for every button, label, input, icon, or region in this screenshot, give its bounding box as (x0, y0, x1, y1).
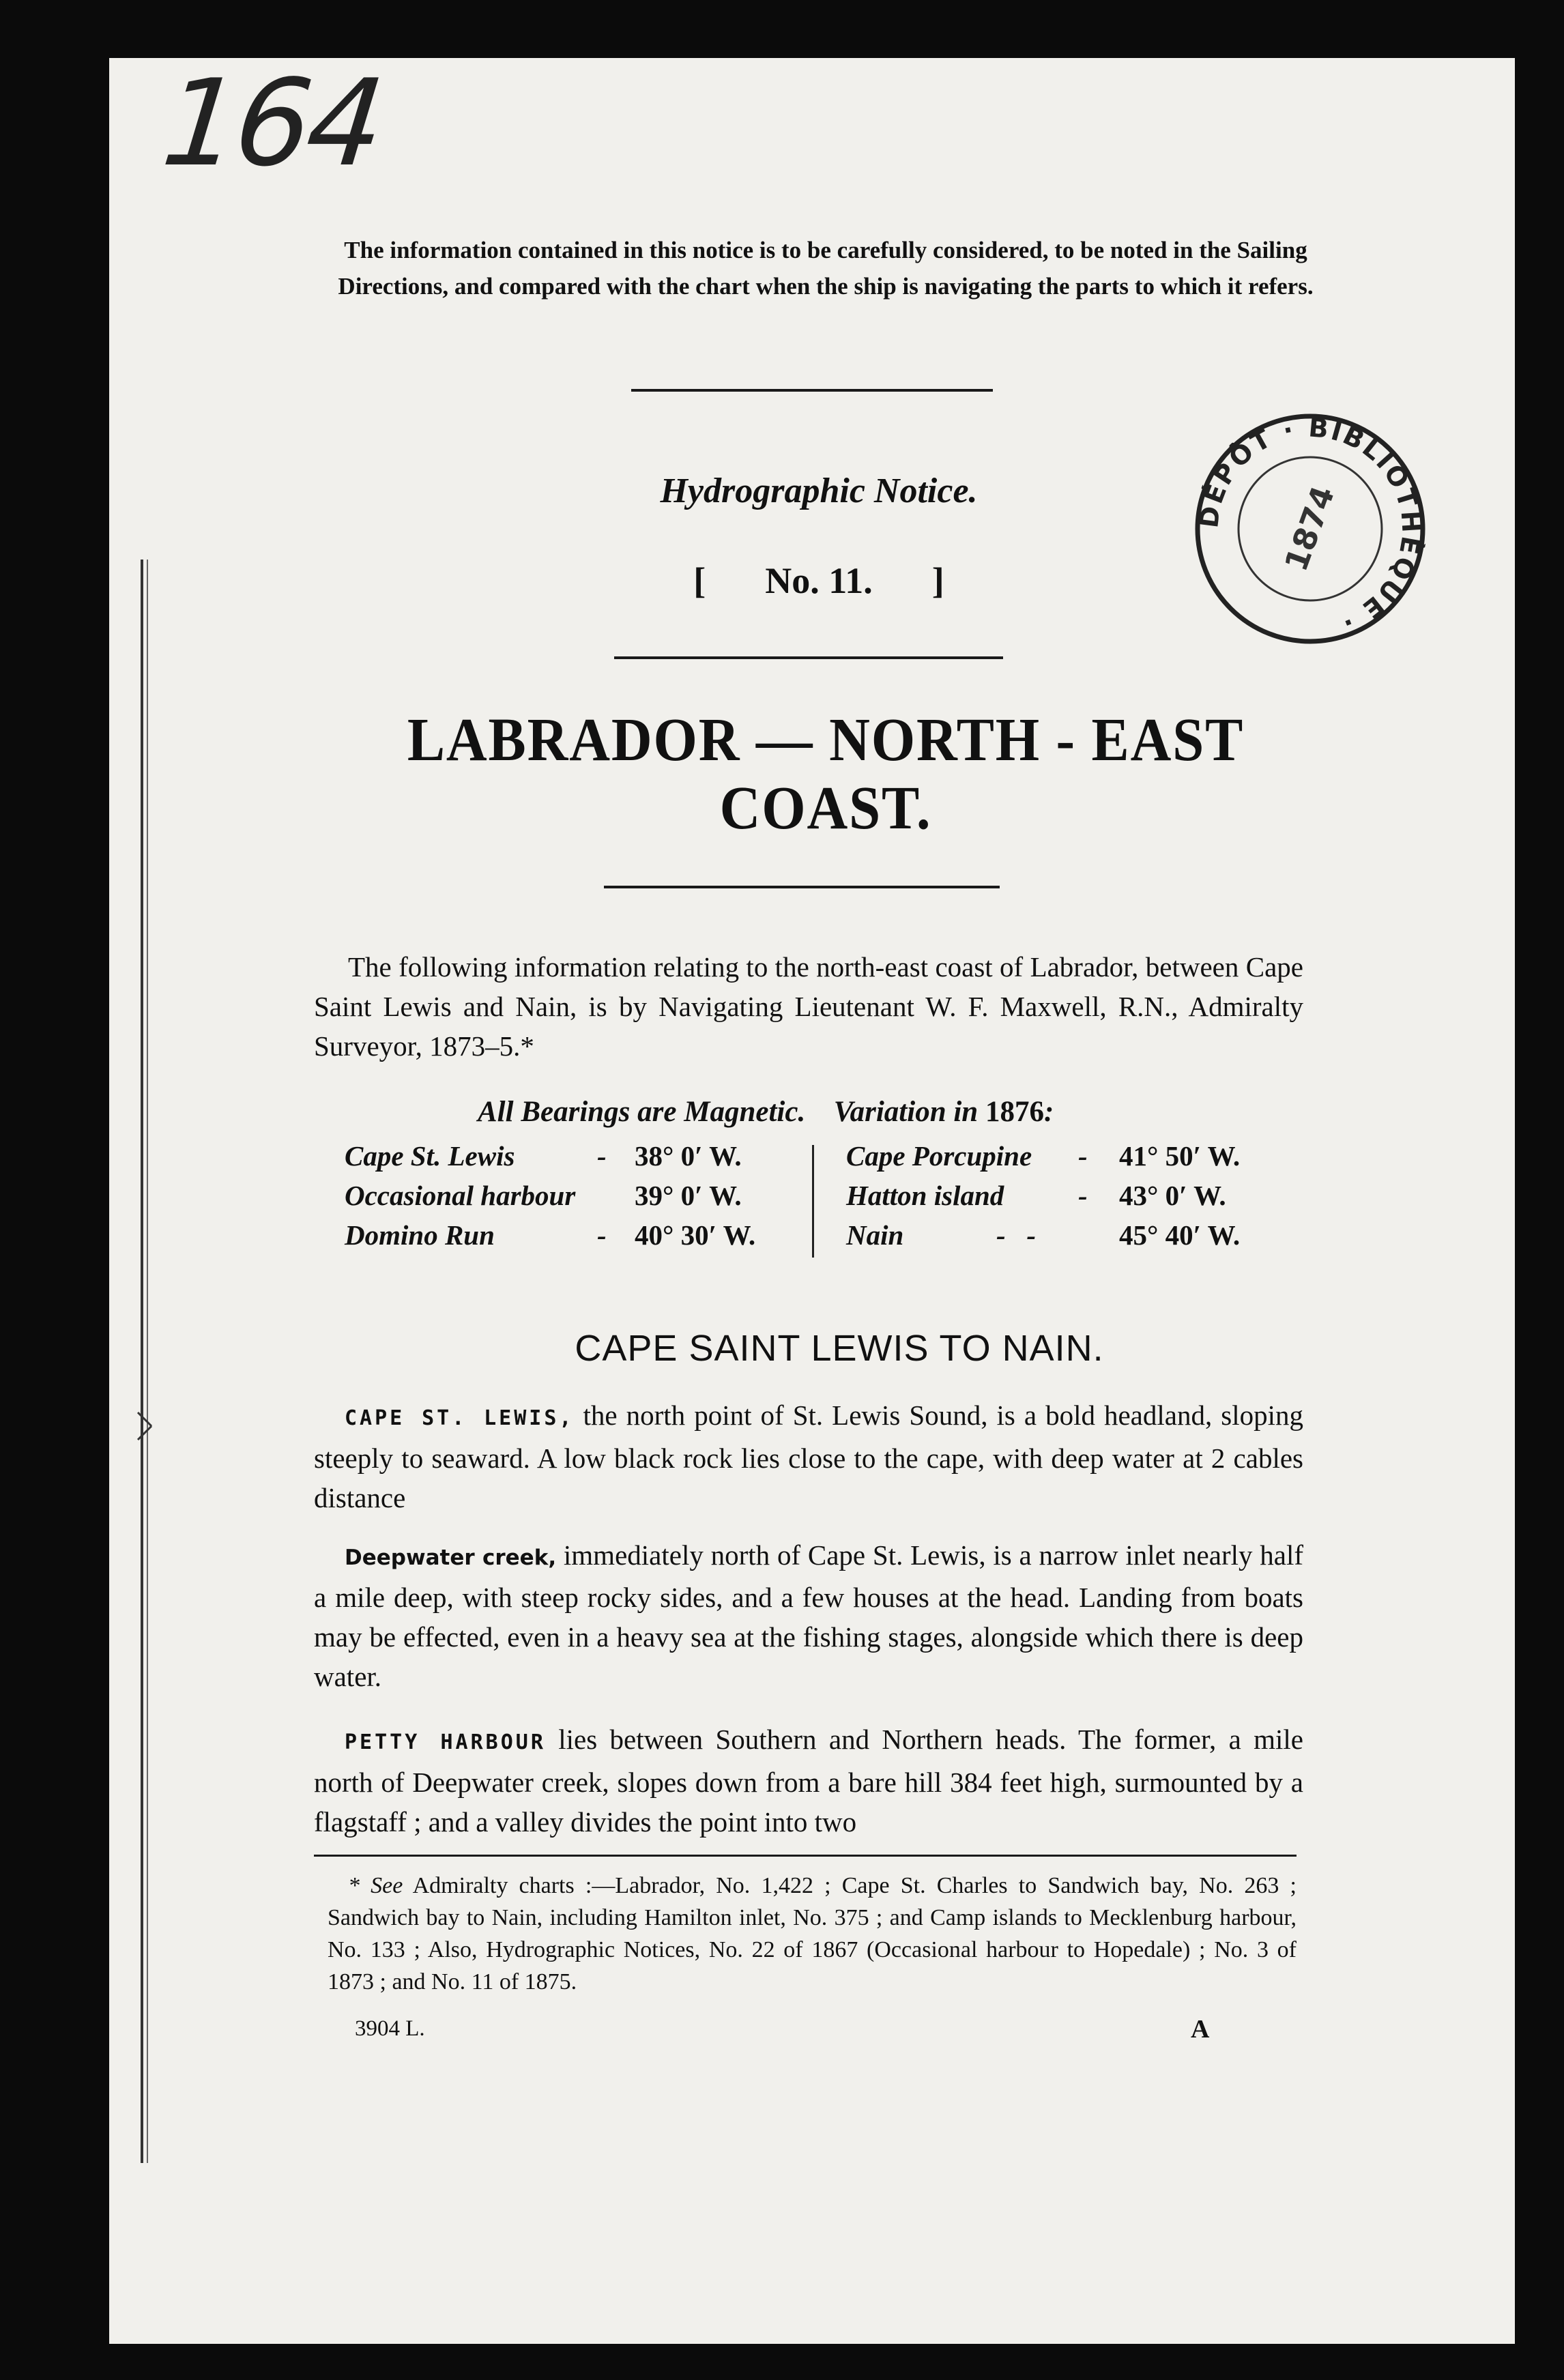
bearing-row (345, 1215, 795, 1255)
notice-type-heading: Hydrographic Notice. (660, 471, 978, 510)
paragraph-cape-st-lewis (314, 1395, 1303, 1518)
stamp-center-date: 1874 (1277, 481, 1342, 577)
footnote (328, 1870, 1297, 1998)
bearing-value: 39° 0′ W. (635, 1180, 742, 1211)
bearing-dash: - (597, 1140, 607, 1172)
signature-mark: A (1191, 2015, 1210, 2044)
divider-rule-3 (604, 886, 1000, 888)
document-title (367, 706, 1284, 843)
paragraph-deepwater-creek (314, 1535, 1303, 1696)
bracket-close: ] (931, 560, 944, 601)
bearings-note: All Bearings are Magnetic. (478, 1096, 806, 1128)
bearings-heading (478, 1095, 1262, 1129)
bearing-value: 40° 30′ W. (635, 1219, 756, 1251)
paragraph-lead: CAPE ST. LEWIS, (345, 1406, 575, 1430)
bearing-place: Cape St. Lewis (345, 1140, 515, 1172)
bearing-dash (597, 1176, 635, 1215)
paragraph-lead: Deepwater creek, (345, 1545, 557, 1570)
paragraph-text: the north point of St. Lewis Sound, is a bold headland, sloping steeply to seaward. A low black rock lies close to the cape, with deep water at 2 cables distance (314, 1399, 1303, 1513)
library-stamp-seal (1174, 392, 1447, 665)
bracket-open: [ (693, 560, 706, 601)
bearing-value: 38° 0′ W. (635, 1140, 742, 1172)
footnote-text: Admiralty charts :—Labrador, No. 1,422 ; Cape St. Charles to Sandwich bay, No. 263 ; Sandwich bay to Nain, including Hamilton inlet, No. 375 ; and Camp islands to Mecklenburg harbour, No. 133 ; Also, Hydrographic Notices, No. 22 of 1867 (Occasional harbour to Hopedale) ; No. 3 of 1873 ; and No. 11 of 1875. (328, 1873, 1297, 1994)
paragraph-text: immediately north of Cape St. Lewis, is a narrow inlet nearly half a mile deep, with steep rocky sides, and a few houses at the head. Landing from boats may be effected, even in a heavy sea at the fishing stages, alongside which there is deep water. (314, 1539, 1304, 1692)
intro-paragraph: The information contained in this notice is to be carefully considered, to be noted in the Sailing Directions, and compared with the chart when the ship is navigating the parts to which it refers. (338, 237, 1314, 300)
bearing-value: 41° 50′ W. (1119, 1140, 1241, 1172)
bearing-row (846, 1136, 1283, 1176)
section-heading: CAPE SAINT LEWIS TO NAIN. (575, 1328, 1104, 1369)
variation-label: Variation in (833, 1096, 979, 1128)
bearing-value: 43° 0′ W. (1119, 1180, 1226, 1211)
print-code: 3904 L. (355, 2016, 425, 2041)
bearing-place: Occasional harbour (345, 1180, 576, 1211)
paragraph-petty-harbour (314, 1719, 1303, 1842)
bearing-row (345, 1176, 795, 1215)
bearing-place: Domino Run (345, 1219, 495, 1251)
notice-number (478, 560, 1160, 602)
summary-paragraph: The following information relating to the north-east coast of Labrador, between Cape Saint Lewis and Nain, is by Navigating Lieutenant W. F. Maxwell, R.N., Admiralty Surveyor, 1873–5.* (314, 951, 1303, 1062)
bearings-table-left (345, 1136, 795, 1255)
bearing-dash: - (1078, 1180, 1088, 1211)
footnote-marker: * See (348, 1873, 403, 1898)
title-line-1: LABRADOR — NORTH - EAST (407, 706, 1245, 774)
bearing-row (846, 1176, 1283, 1215)
bearing-value: 45° 40′ W. (1119, 1219, 1241, 1251)
bearings-table-right (846, 1136, 1283, 1255)
divider-rule-2 (614, 656, 1003, 659)
stamp-ring-text: DÉPÔT · BIBLIOTHÈQUE · (1193, 412, 1427, 639)
bearing-place: Nain (846, 1219, 904, 1251)
bearing-row (345, 1136, 795, 1176)
handwritten-page-number: 164 (156, 55, 387, 193)
bearing-dash: - (1078, 1140, 1088, 1172)
binding-thread-mark (136, 560, 153, 2163)
bearing-dash: - - (996, 1219, 1037, 1251)
variation-year: 1876 (985, 1096, 1044, 1128)
notice-number-text: No. 11. (765, 560, 873, 601)
bearings-column-divider (812, 1145, 814, 1258)
bearing-dash: - (597, 1219, 607, 1251)
paragraph-text: lies between Southern and Northern heads. The former, a mile north of Deepwater creek, slopes down from a bare hill 384 feet high, surmounted by a flagstaff ; and a valley divides the point into two (314, 1724, 1303, 1838)
bearing-row (846, 1215, 1283, 1255)
bearing-place: Cape Porcupine (846, 1140, 1032, 1172)
paragraph-lead: PETTY HARBOUR (345, 1730, 546, 1754)
divider-rule-1 (631, 389, 993, 392)
title-line-2: COAST. (719, 774, 932, 842)
footnote-rule (314, 1855, 1297, 1857)
bearing-place: Hatton island (846, 1180, 1004, 1211)
bearings-colon: : (1043, 1096, 1054, 1128)
